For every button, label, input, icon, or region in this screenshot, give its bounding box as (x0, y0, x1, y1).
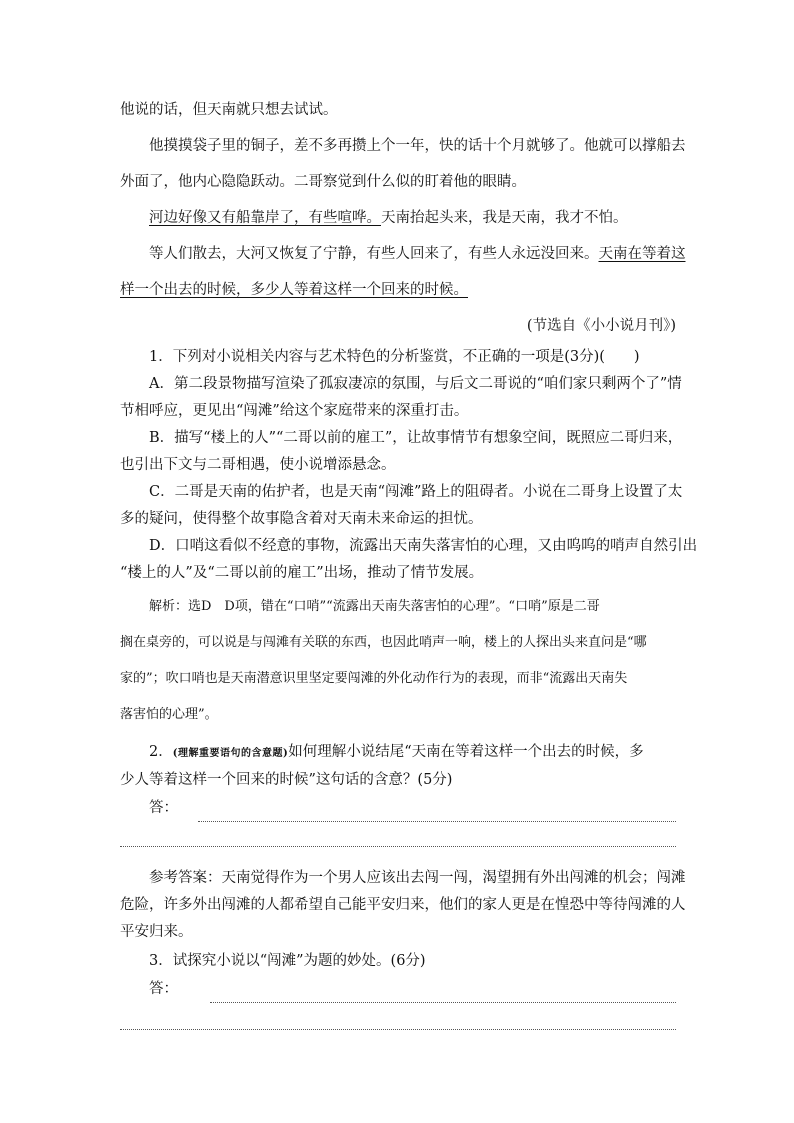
analysis-line-1: 解析：选D D项，错在“口哨”“流露出天南失落害怕的心理”。“口哨”原是二哥 (149, 599, 600, 614)
option-c-line-1: C．二哥是天南的佑护者，也是天南“闯滩”路上的阻碍者。小说在二哥身上设置了太 (149, 484, 683, 500)
option-a-line-1: A．第二段景物描写渲染了孤寂凄凉的氛围，与后文二哥说的“咱们家只剩两个了”情 (149, 376, 682, 392)
reference-answer-line-3: 平安归来。 (120, 924, 193, 940)
underlined-sentence: 河边好像又有船靠岸了，有些喧哗。 (149, 210, 381, 226)
passage-text: 等人们散去，大河又恢复了宁静，有些人回来了，有些人永远没回来。 (149, 246, 599, 262)
analysis-line-4: 落害怕的心理”。 (120, 707, 218, 722)
option-a-line-2: 节相呼应，更见出“闯滩”给这个家庭带来的深重打击。 (120, 403, 469, 419)
passage-paragraph-2-line-2: 外面了，他内心隐隐跃动。二哥察觉到什么似的盯着他的眼睛。 (120, 174, 526, 190)
underlined-sentence: 样一个出去的时候，多少人等着这样一个回来的时候。 (120, 282, 468, 298)
answer-blank[interactable] (120, 822, 676, 847)
question-1-analysis (120, 589, 676, 733)
source-citation: (节选自《小小说月刊》) (526, 318, 676, 334)
answer-line[interactable] (120, 794, 676, 822)
option-d-line-1: D．口哨这看似不经意的事物，流露出天南失落害怕的心理，又由呜呜的哨声自然引出 (149, 538, 698, 554)
answer-blank[interactable] (210, 986, 676, 1003)
question-2-stem-line-2: 少人等着这样一个回来的时候”这句话的含意？(5分) (120, 772, 453, 788)
answer-label: 答： (149, 800, 178, 816)
question-2 (120, 739, 686, 946)
option-b-line-2: 也引出下文与二哥相遇，使小说增添悬念。 (120, 457, 396, 473)
question-2-stem-line-1 (120, 739, 676, 767)
passage-text: 天南抬起头来，我是天南，我才不怕。 (381, 210, 628, 226)
question-number: 2． (149, 744, 173, 760)
question-1 (120, 344, 698, 587)
question-3-stem: 3．试探究小说以“闯滩”为题的妙处。(6分) (149, 953, 426, 969)
analysis-line-2: 搁在桌旁的，可以说是与闯滩有关联的东西，也因此哨声一响，楼上的人探出头来直问是“哪 (120, 635, 647, 650)
answer-blank[interactable] (120, 1003, 676, 1030)
passage-paragraph-1: 他说的话，但天南就只想去试试。 (120, 102, 338, 118)
passage-paragraph-3 (120, 200, 676, 236)
reference-answer-line-2: 危险，许多外出闯滩的人都希望自己能平安归来，他们的家人更是在惶恐中等待闯滩的人 (120, 897, 686, 913)
option-b-line-1: B．描写“楼上的人”“二哥以前的雇工”，让故事情节有想象空间，既照应二哥归来， (149, 430, 683, 446)
option-c-line-2: 多的疑问，使得整个故事隐含着对天南未来命运的担忧。 (120, 511, 483, 527)
question-text: 如何理解小说结尾“天南在等着这样一个出去的时候，多 (288, 744, 644, 760)
passage-paragraph-2-line-1: 他摸摸袋子里的铜子，差不多再攒上个一年，快的话十个月就够了。他就可以撑船去 (149, 138, 686, 154)
question-1-stem: 1．下列对小说相关内容与艺术特色的分析鉴赏，不正确的一项是(3分)( ) (149, 349, 640, 365)
answer-blank[interactable] (198, 805, 676, 822)
answer-label: 答： (149, 981, 178, 997)
answer-line[interactable] (120, 975, 676, 1003)
question-type-tag: (理解重要语句的含意题) (172, 748, 289, 759)
passage-paragraph-4-line-2 (120, 272, 676, 308)
passage-paragraph-4-line-1 (120, 236, 686, 272)
reference-answer-line-1: 参考答案：天南觉得作为一个男人应该出去闯一闯，渴望拥有外出闯滩的机会；闯滩 (149, 870, 686, 886)
option-d-line-2: “楼上的人”及“二哥以前的雇工”出场，推动了情节发展。 (120, 565, 484, 581)
underlined-sentence: 天南在等着这 (598, 246, 686, 262)
analysis-line-3: 家的”；吹口哨也是天南潜意识里坚定要闯滩的外化动作行为的表现，而非“流露出天南失 (120, 671, 628, 686)
document-page (120, 92, 698, 1030)
question-3 (120, 948, 676, 1030)
